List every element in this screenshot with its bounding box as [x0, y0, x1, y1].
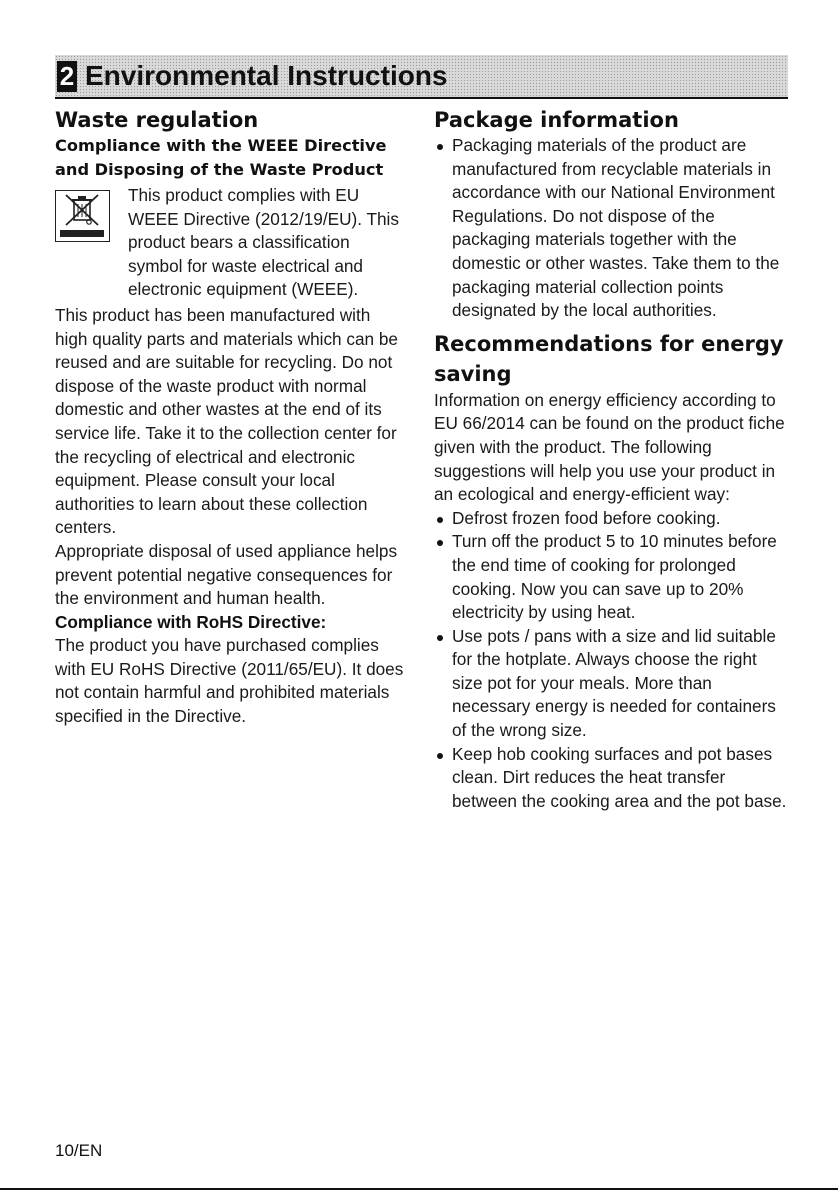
weee-text: This product complies with EU WEEE Directive (2012/19/EU). This product bears a classification symbol for waste electrical and electronic equipment (WEEE). [128, 185, 399, 300]
list-item: Turn off the product 5 to 10 minutes before the end time of cooking for prolonged cooking. Now you can save up to 20% electricity by using heat. [434, 530, 788, 624]
page-number: 10/EN [55, 1141, 103, 1160]
section-header [55, 55, 788, 99]
rohs-heading: Compliance with RoHS Directive: [55, 611, 327, 632]
package-information-heading: Package information [434, 108, 679, 132]
list-item: Use pots / pans with a size and lid suitable for the hotplate. Always choose the right size pot for your meals. More than necessary energy is needed for containers of the wrong size. [434, 625, 788, 743]
disposal-paragraph: Appropriate disposal of used appliance helps prevent potential negative consequences for the environment and human health. [55, 540, 398, 609]
waste-regulation-heading: Waste regulation [55, 108, 259, 132]
right-column [434, 106, 788, 813]
list-item: Packaging materials of the product are manufactured from recyclable materials in accordance with our National Environment Regulations. Do not dispose of the packaging materials together with the domestic or other wastes. Take them to the packaging material collection points designated by the local authorities. [434, 134, 788, 323]
left-column [55, 106, 405, 729]
energy-intro: Information on energy efficiency according to EU 66/2014 can be found on the product fiche given with the product. The following suggestions will help you use your product in an ecological and energy-efficient way: [434, 389, 785, 505]
section-number: 2 [57, 61, 77, 92]
list-item: Keep hob cooking surfaces and pot bases clean. Dirt reduces the heat transfer between the cooking area and the pot base. [434, 743, 788, 814]
package-list [434, 134, 788, 323]
energy-list [434, 507, 788, 814]
rohs-text: The product you have purchased complies with EU RoHS Directive (2011/65/EU). It does not contain harmful and prohibited materials specified in the Directive. [55, 635, 404, 727]
section-title: Environmental Instructions [85, 60, 448, 91]
crossed-out-wheelie-bin-icon [55, 190, 110, 242]
weee-heading: Compliance with the WEEE Directive and Disposing of the Waste Product [55, 136, 387, 179]
energy-saving-heading: Recommendations for energy saving [434, 331, 784, 386]
list-item: Defrost frozen food before cooking. [434, 507, 788, 531]
recycling-paragraph: This product has been manufactured with high quality parts and materials which can be reused and are suitable for recycling. Do not dispose of the waste product with normal domestic and other wastes at the end of its service life. Take it to the collection center for the recycling of electrical and electronic equipment. Please consult your local authorities to learn about these collection centers. [55, 304, 398, 538]
weee-block [55, 184, 405, 302]
footer-divider [0, 1188, 838, 1190]
